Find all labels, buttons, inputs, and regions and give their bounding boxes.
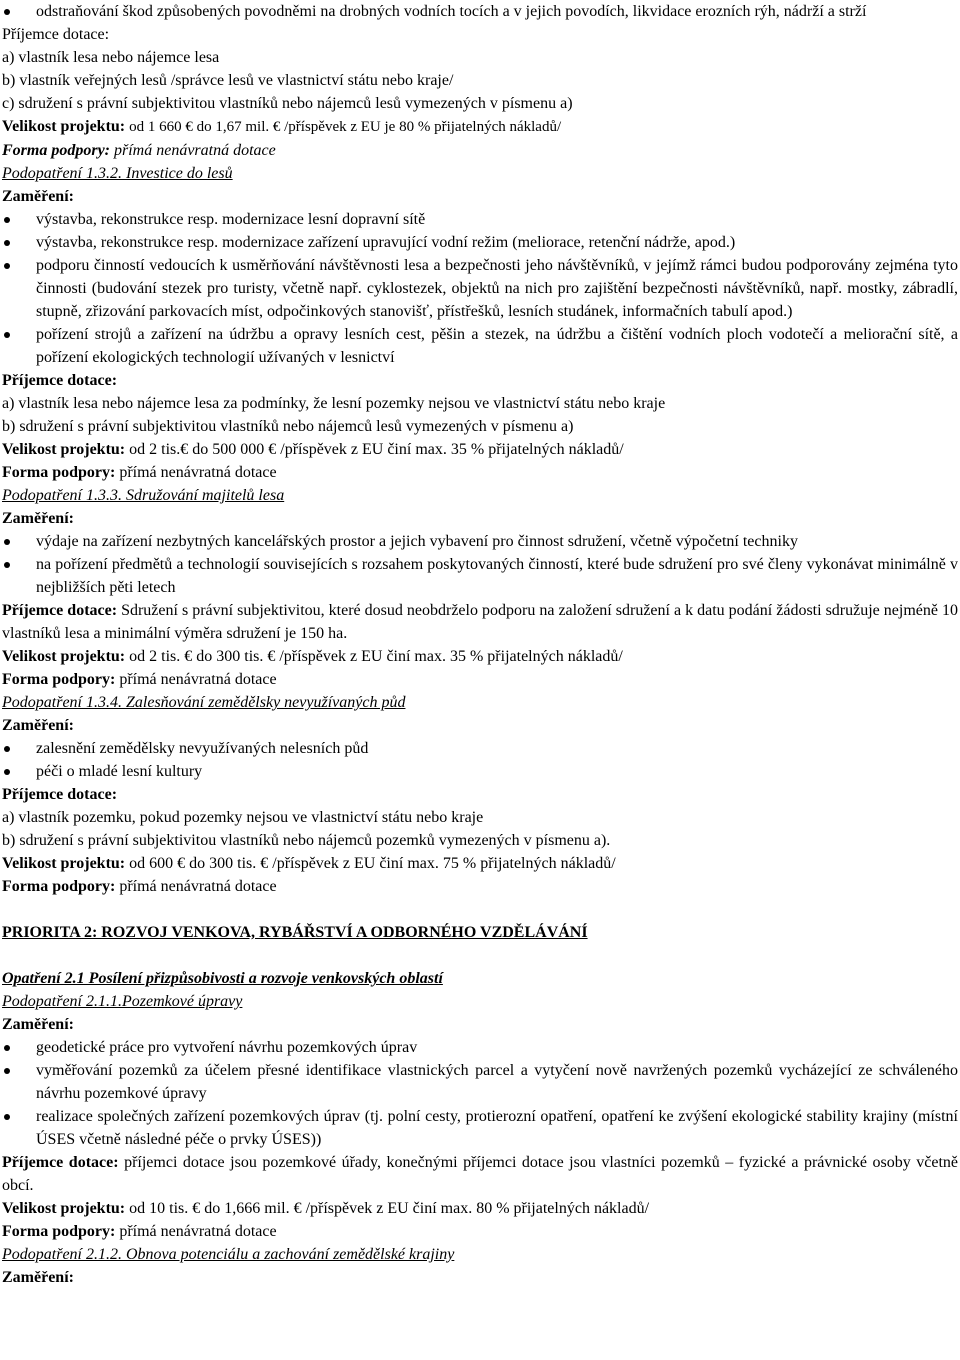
focus-label: Zaměření: [2,188,74,205]
support-form [2,1220,958,1243]
list-item: geodetické práce pro vytvoření návrhu pozemkových úprav [2,1036,958,1059]
recipient-label: Příjemce dotace: [2,26,110,43]
support-form [2,461,958,484]
project-size [2,115,958,139]
support-form [2,139,958,162]
project-size-value: od 1 660 € do 1,67 mil. € /příspěvek z EU je 80 % přijatelných nákladů/ [129,119,562,135]
recipient-paragraph [2,1151,958,1197]
support-form-label: Forma podpory: [2,1223,116,1240]
support-form-value: přímá nenávratná dotace [119,878,277,895]
focus-list [2,530,958,599]
focus-label: Zaměření: [2,1016,74,1033]
recipient-text: Sdružení s právní subjektivitou, které dosud neobdrželo podporu na založení sdružení a k datu podání žádosti sdružuje nejméně 10 vlastníků lesa a minimální výměra sdružení je 150 ha. [2,602,959,642]
project-size-label: Velikost projektu: [2,1200,126,1217]
subsection-title: Podopatření 1.3.4. Zalesňování zemědělsky nevyužívaných půd [2,694,406,711]
list-item: odstraňování škod způsobených povodněmi na drobných vodních tocích a v jejich povodích, likvidace erozních rýh, nádrží a strží [2,0,958,23]
focus-list [2,737,958,783]
recipient-item: a) vlastník lesa nebo nájemce lesa [2,49,220,66]
recipient-item: b) vlastník veřejných lesů /správce lesů ve vlastnictví státu nebo kraje/ [2,72,454,89]
support-form-label: Forma podpory: [2,142,110,159]
recipient-label: Příjemce dotace: [2,602,118,619]
top-bullet-list [2,0,958,23]
list-item: zalesnění zemědělsky nevyužívaných nelesních půd [2,737,958,760]
focus-label: Zaměření: [2,717,74,734]
spacer [2,898,958,921]
list-item: vyměřování pozemků za účelem přesné identifikace vlastnických parcel a vytyčení nově navržených pozemků vycházející ze schváleného návrhu pozemkové úpravy [2,1059,958,1105]
recipient-item: b) sdružení s právní subjektivitou vlastníků nebo nájemců pozemků vymezených v písmenu a). [2,832,611,849]
focus-label: Zaměření: [2,1269,74,1286]
list-item: výstavba, rekonstrukce resp. modernizace zařízení upravující vodní režim (meliorace, retenční nádrže, apod.) [2,231,958,254]
support-form-label: Forma podpory: [2,464,116,481]
recipient-label: Příjemce dotace: [2,1154,119,1171]
project-size-label: Velikost projektu: [2,855,126,872]
measure-title: Opatření 2.1 Posílení přizpůsobivosti a rozvoje venkovských oblastí [2,970,443,987]
support-form [2,875,958,898]
project-size-value: od 600 € do 300 tis. € /příspěvek z EU činí max. 75 % přijatelných nákladů/ [129,855,616,872]
recipient-paragraph [2,599,958,645]
focus-list [2,208,958,369]
recipient-item: c) sdružení s právní subjektivitou vlastníků nebo nájemců lesů vymezených v písmenu a) [2,95,573,112]
project-size-value: od 10 tis. € do 1,666 mil. € /příspěvek z EU činí max. 80 % přijatelných nákladů/ [129,1200,650,1217]
support-form [2,668,958,691]
support-form-value: přímá nenávratná dotace [119,464,277,481]
recipient-item: a) vlastník lesa nebo nájemce lesa za podmínky, že lesní pozemky nejsou ve vlastnictví státu nebo kraje [2,395,666,412]
list-item: výstavba, rekonstrukce resp. modernizace lesní dopravní sítě [2,208,958,231]
project-size [2,852,958,875]
support-form-value: přímá nenávratná dotace [119,1223,277,1240]
recipient-item: a) vlastník pozemku, pokud pozemky nejsou ve vlastnictví státu nebo kraje [2,809,484,826]
subsection-title: Podopatření 1.3.2. Investice do lesů [2,165,233,182]
support-form-value: přímá nenávratná dotace [119,671,277,688]
project-size-label: Velikost projektu: [2,441,126,458]
support-form-label: Forma podpory: [2,878,116,895]
recipient-item: b) sdružení s právní subjektivitou vlastníků nebo nájemců lesů vymezených v písmenu a) [2,418,574,435]
recipient-label: Příjemce dotace: [2,786,118,803]
list-item: péči o mladé lesní kultury [2,760,958,783]
list-item: realizace společných zařízení pozemkových úprav (tj. polní cesty, protierozní opatření, opatření ke zvýšení ekologické stability krajiny (místní ÚSES včetně následné péče o prvky ÚSES)) [2,1105,958,1151]
subsection-title: Podopatření 2.1.1.Pozemkové úpravy [2,993,243,1010]
project-size-value: od 2 tis. € do 300 tis. € /příspěvek z EU činí max. 35 % přijatelných nákladů/ [129,648,623,665]
focus-label: Zaměření: [2,510,74,527]
list-item: na pořízení předmětů a technologií souvisejících s rozsahem poskytovaných činností, které bude sdružení pro své členy vykonávat minimálně v nejbližších pěti letech [2,553,958,599]
project-size [2,645,958,668]
list-item: podporu činností vedoucích k usměrňování návštěvnosti lesa a bezpečnosti jeho návštěvníků, v jejímž rámci budou podporovány zejména tyto činnosti (budování stezek pro turisty, včetně např. cyklostezek, objektů na nich pro zajištění bezpečnosti návštěvníků, např. mostky, zábradlí, stupně, zřizování parkovacích míst, odpočinkových stanovišť, přístřešků, lesních studánek, informačních tabulí apod.) [2,254,958,323]
recipient-text: příjemci dotace jsou pozemkové úřady, konečnými příjemci dotace jsou vlastníci pozemků – fyzické a právnické osoby včetně obcí. [2,1154,959,1194]
priority-heading: PRIORITA 2: ROZVOJ VENKOVA, RYBÁŘSTVÍ A ODBORNÉHO VZDĚLÁVÁNÍ [2,924,588,941]
subsection-title: Podopatření 2.1.2. Obnova potenciálu a zachování zemědělské krajiny [2,1246,455,1263]
list-item: pořízení strojů a zařízení na údržbu a opravy lesních cest, pěšin a stezek, na údržbu a čištění vodních ploch vodotečí a meliorační sítě, a pořízení ekologických technologií užívaných v lesnictví [2,323,958,369]
project-size-label: Velikost projektu: [2,648,126,665]
support-form-value: přímá nenávratná dotace [114,142,276,159]
project-size-value: od 2 tis.€ do 500 000 € /příspěvek z EU činí max. 35 % přijatelných nákladů/ [129,441,624,458]
project-size-label: Velikost projektu: [2,118,126,135]
project-size [2,1197,958,1220]
spacer [2,944,958,967]
focus-list [2,1036,958,1151]
project-size [2,438,958,461]
subsection-title: Podopatření 1.3.3. Sdružování majitelů lesa [2,487,285,504]
list-item: výdaje na zařízení nezbytných kancelářských prostor a jejich vybavení pro činnost sdružení, včetně výpočetní techniky [2,530,958,553]
support-form-label: Forma podpory: [2,671,116,688]
recipient-label: Příjemce dotace: [2,372,118,389]
